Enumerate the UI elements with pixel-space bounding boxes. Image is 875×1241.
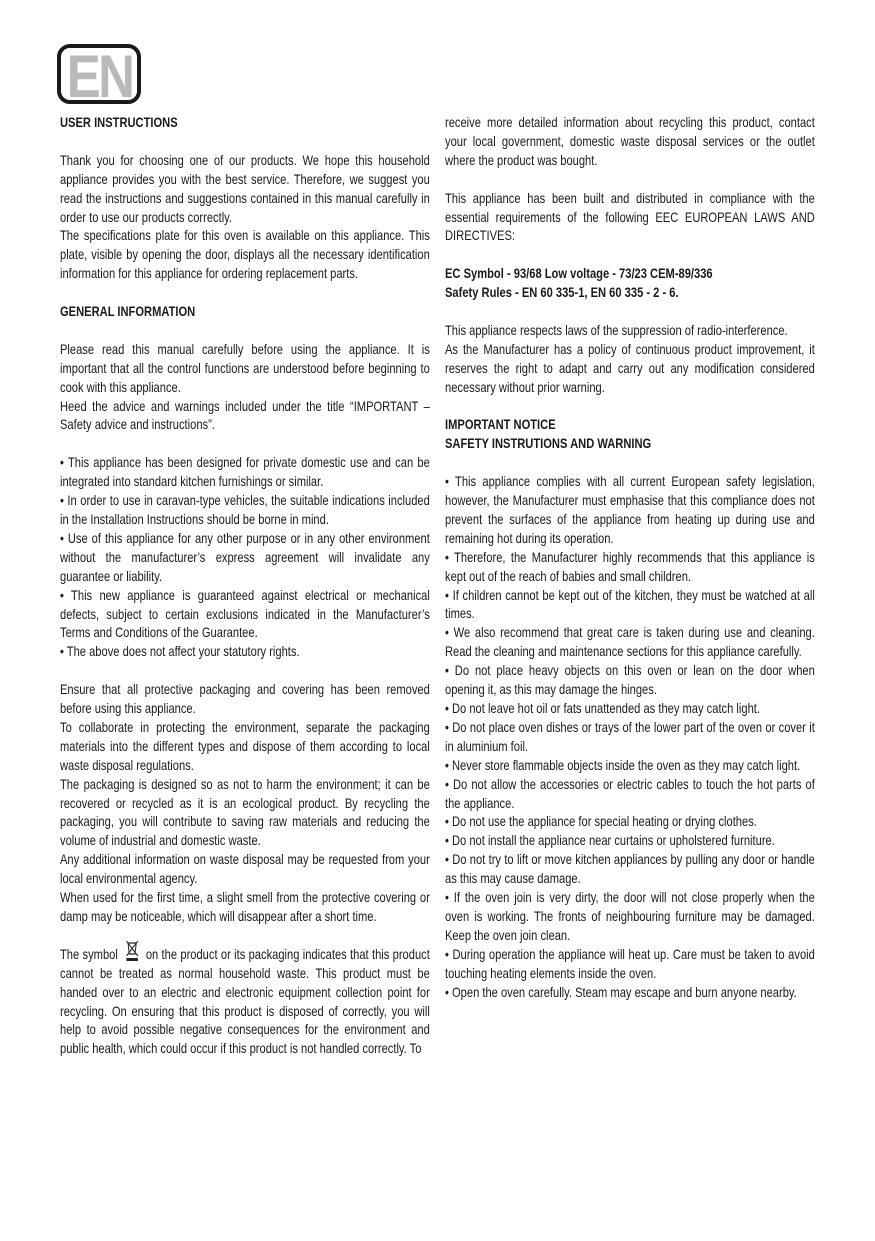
paragraph: • This new appliance is guaranteed against electrical or mechanical defects, subject to certain exclusions indicated in the Manufacturer’s Terms and Conditions of the Guarantee. [60, 587, 430, 641]
paragraph: Please read this manual carefully before using the appliance. It is important that all the control functions are understood before beginning to cook with this appliance. [60, 341, 430, 395]
paragraph: Thank you for choosing one of our products. We hope this household appliance provides you with the best service. Therefore, we suggest you read the instructions and suggestions contained in this manual carefully in order to use our products correctly. [60, 152, 430, 225]
paragraph: • Do not place heavy objects on this oven or lean on the door when opening it, as this may damage the hinges. [445, 663, 815, 698]
paragraph: As the Manufacturer has a policy of continuous product improvement, it reserves the right to adapt and carry out any modification considered necessary without prior warning. [445, 341, 815, 395]
paragraph: • This appliance complies with all current European safety legislation, however, the Manufacturer must emphasise that this compliance does not prevent the surfaces of the appliance from heating up during use and remaining hot during its operation. [445, 474, 815, 546]
paragraph: Any additional information on waste disposal may be requested from your local environmental agency. [60, 852, 430, 887]
paragraph: When used for the first time, a slight smell from the protective covering or damp may be noticeable, which will disappear after a short time. [60, 890, 430, 924]
right-column [445, 114, 815, 1003]
paragraph: Heed the advice and warnings included under the title “IMPORTANT – Safety advice and instructions”. [60, 398, 430, 433]
paragraph: • We also recommend that great care is taken during use and cleaning. Read the cleaning and maintenance sections for this appliance carefully. [445, 625, 815, 660]
paragraph: To collaborate in protecting the environment, separate the packaging materials into the different types and dispose of them according to local waste disposal regulations. [60, 719, 430, 773]
section-heading: EC Symbol - 93/68 Low voltage - 73/23 CEM-89/336 [445, 266, 713, 282]
weee-text-before: The symbol [60, 946, 118, 962]
weee-text-after: on the product or its packaging indicates that this product cannot be treated as normal household waste. This product must be handed over to an electric and electronic equipment collection point for recycling. On ensuring that this product is disposed of correctly, you will help to avoid possible negative consequences for the environment and public health, which could occur if this product is not handled correctly. To [60, 946, 430, 1057]
paragraph: • Open the oven carefully. Steam may escape and burn anyone nearby. [445, 984, 797, 1000]
section-heading: Safety Rules - EN 60 335-1, EN 60 335 - 2 - 6. [445, 285, 679, 301]
paragraph: • Do not allow the accessories or electric cables to touch the hot parts of the appliance. [445, 776, 815, 811]
paragraph: This appliance respects laws of the suppression of radio-interference. [445, 322, 788, 338]
paragraph: • Use of this appliance for any other purpose or in any other environment without the manufacturer’s express agreement will invalidate any guarantee or liability. [60, 530, 430, 584]
weee-paragraph [60, 946, 430, 1059]
paragraph: • Therefore, the Manufacturer highly recommends that this appliance is kept out of the reach of babies and small children. [445, 549, 815, 584]
paragraph: • Do not install the appliance near curtains or upholstered furniture. [445, 833, 775, 849]
paragraph: • Never store flammable objects inside the oven as they may catch light. [445, 757, 801, 773]
paragraph: • Do not leave hot oil or fats unattended as they may catch light. [445, 701, 760, 717]
crossed-out-wheelie-bin-icon [123, 946, 141, 960]
paragraph: • This appliance has been designed for private domestic use and can be integrated into standard kitchen furnishings or similar. [60, 455, 430, 490]
paragraph: Ensure that all protective packaging and covering has been removed before using this appliance. [60, 682, 430, 717]
paragraph: • If the oven join is very dirty, the door will not close properly when the oven is working. The fronts of neighbouring furniture may be damaged. Keep the oven join clean. [445, 890, 815, 943]
paragraph: • Do not place oven dishes or trays of the lower part of the oven or cover it in aluminium foil. [445, 719, 815, 754]
paragraph: • If children cannot be kept out of the kitchen, they must be watched at all times. [445, 587, 815, 622]
section-heading: USER INSTRUCTIONS [60, 115, 178, 130]
section-heading: IMPORTANT NOTICE [445, 417, 556, 433]
paragraph: • Do not use the appliance for special heating or drying clothes. [445, 814, 757, 830]
paragraph: • In order to use in caravan-type vehicles, the suitable indications included in the Installation Instructions should be borne in mind. [60, 493, 430, 527]
paragraph: The specifications plate for this oven is available on this appliance. This plate, visible by opening the door, displays all the necessary identification information for this appliance for ordering replacement parts. [60, 228, 430, 282]
language-logo-en: EN [57, 44, 141, 104]
paragraph: • During operation the appliance will heat up. Care must be taken to avoid touching heating elements inside the oven. [445, 946, 815, 981]
paragraph: This appliance has been built and distributed in compliance with the essential requirements of the following EEC EUROPEAN LAWS AND DIRECTIVES: [445, 190, 815, 244]
section-heading: SAFETY INSTRUTIONS AND WARNING [445, 436, 652, 452]
paragraph: The packaging is designed so as not to harm the environment; it can be recovered or recycled as it is an ecological product. By recycling the packaging, you will contribute to saving raw materials and reducing the volume of industrial and domestic waste. [60, 776, 430, 849]
paragraph: receive more detailed information about recycling this product, contact your local government, domestic waste disposal services or the outlet where the product was bought. [445, 115, 815, 168]
section-heading: GENERAL INFORMATION [60, 304, 196, 320]
paragraph: • Do not try to lift or move kitchen appliances by pulling any door or handle as this may cause damage. [445, 852, 815, 887]
left-column [60, 114, 430, 1059]
paragraph: • The above does not affect your statutory rights. [60, 644, 300, 660]
